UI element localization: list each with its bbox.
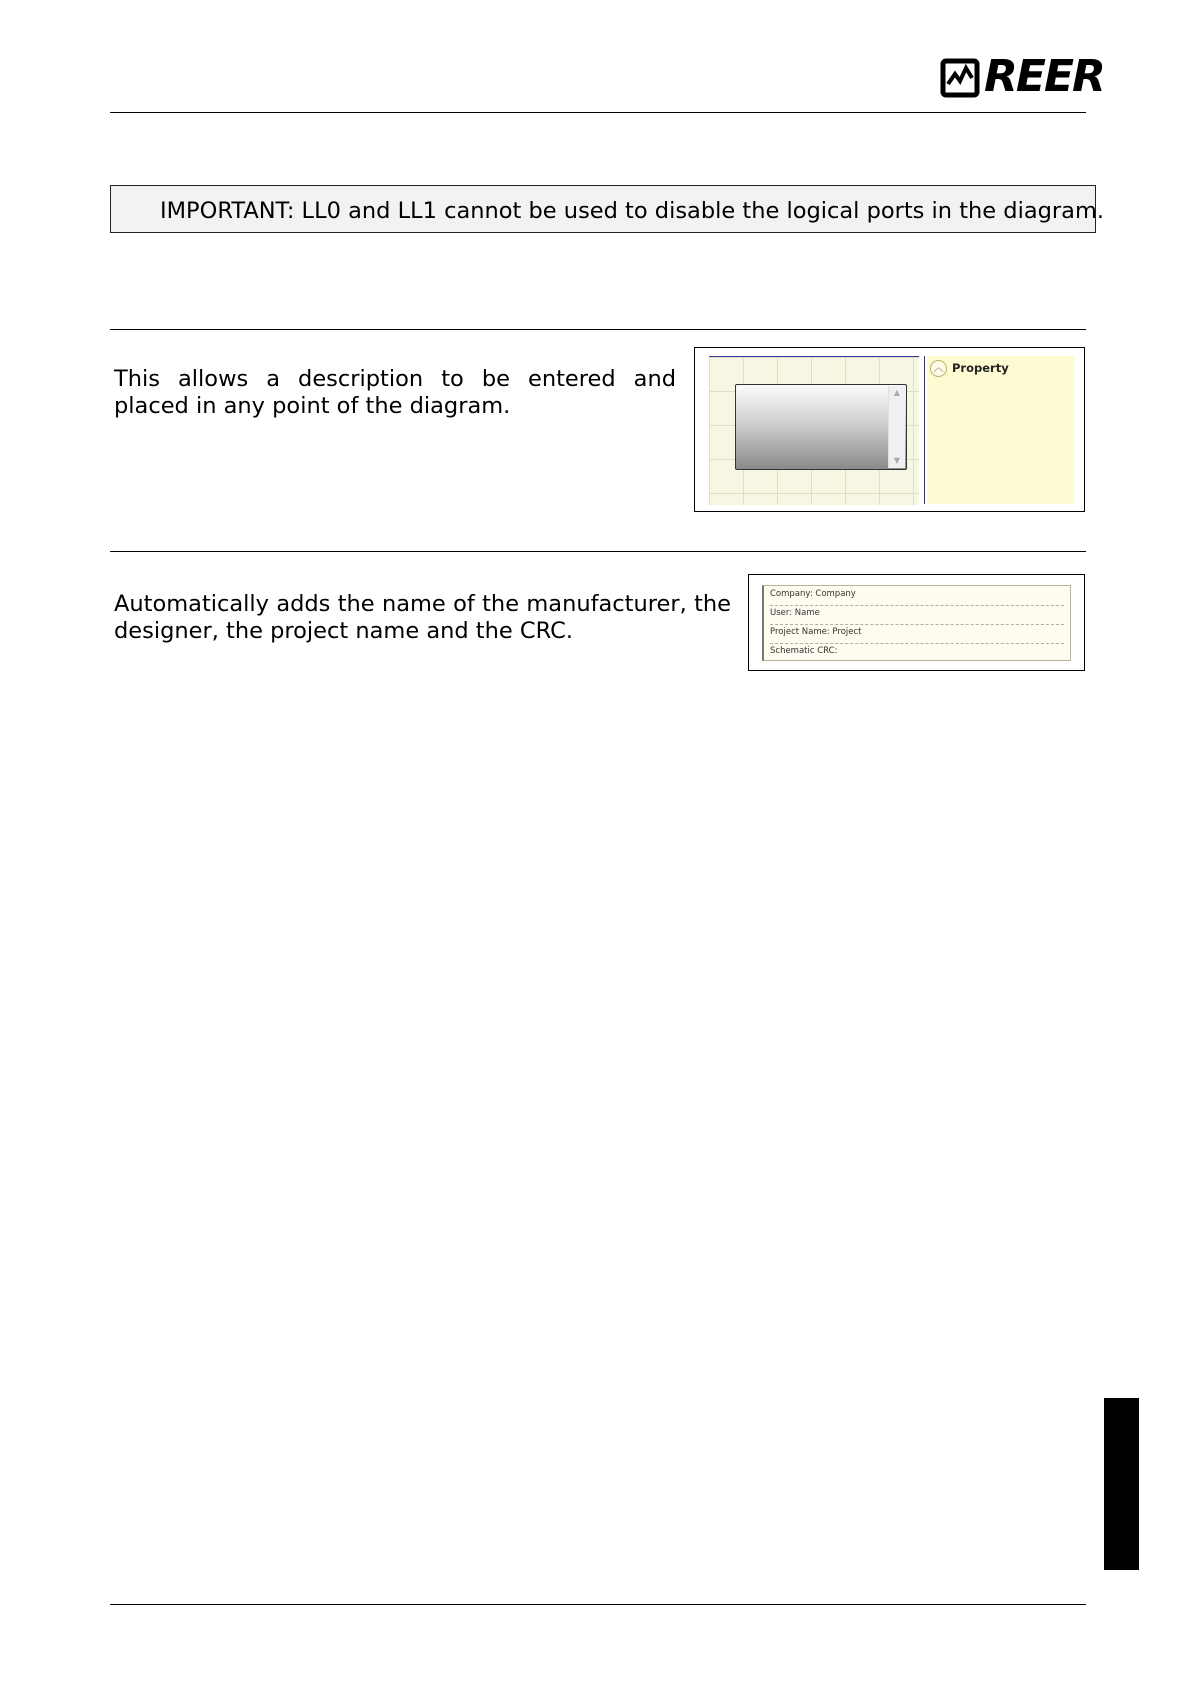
section-divider: [110, 551, 1086, 552]
description-figure: [694, 347, 1085, 512]
title-block-paragraph: Automatically adds the name of the manufacturer, the designer, the project name and the CRC.: [114, 591, 731, 644]
reer-logo-mark: [940, 58, 980, 98]
schematic-crc-row: Schematic CRC:: [770, 646, 838, 656]
property-label: Property: [952, 361, 1009, 375]
section-divider: [110, 329, 1086, 330]
chevron-up-icon[interactable]: ︿: [930, 360, 947, 377]
reer-logo: [940, 51, 1104, 102]
logo-wordmark: REER: [984, 51, 1104, 102]
user-row: User: Name: [770, 605, 1064, 625]
header-rule: [110, 112, 1086, 113]
title-block-card: [762, 585, 1071, 661]
panel-separator: [924, 356, 925, 504]
scroll-up-icon[interactable]: ▲: [893, 388, 901, 397]
description-paragraph: This allows a description to be entered and placed in any point of the diagram.: [114, 366, 676, 419]
description-textbox[interactable]: [735, 384, 907, 470]
section-tab-marker: [1104, 1398, 1139, 1570]
property-panel: [927, 356, 1074, 504]
project-name-row: Project Name: Project: [770, 624, 1064, 644]
textbox-scrollbar[interactable]: [888, 386, 905, 468]
scroll-down-icon[interactable]: ▼: [893, 456, 901, 465]
company-row: Company: Company: [770, 586, 1064, 606]
title-block-figure: [748, 574, 1085, 671]
important-note-box: [110, 185, 1105, 233]
important-note-text: IMPORTANT: LL0 and LL1 cannot be used to disable the logical ports in the diagram.: [160, 198, 1105, 224]
footer-rule: [110, 1604, 1086, 1605]
